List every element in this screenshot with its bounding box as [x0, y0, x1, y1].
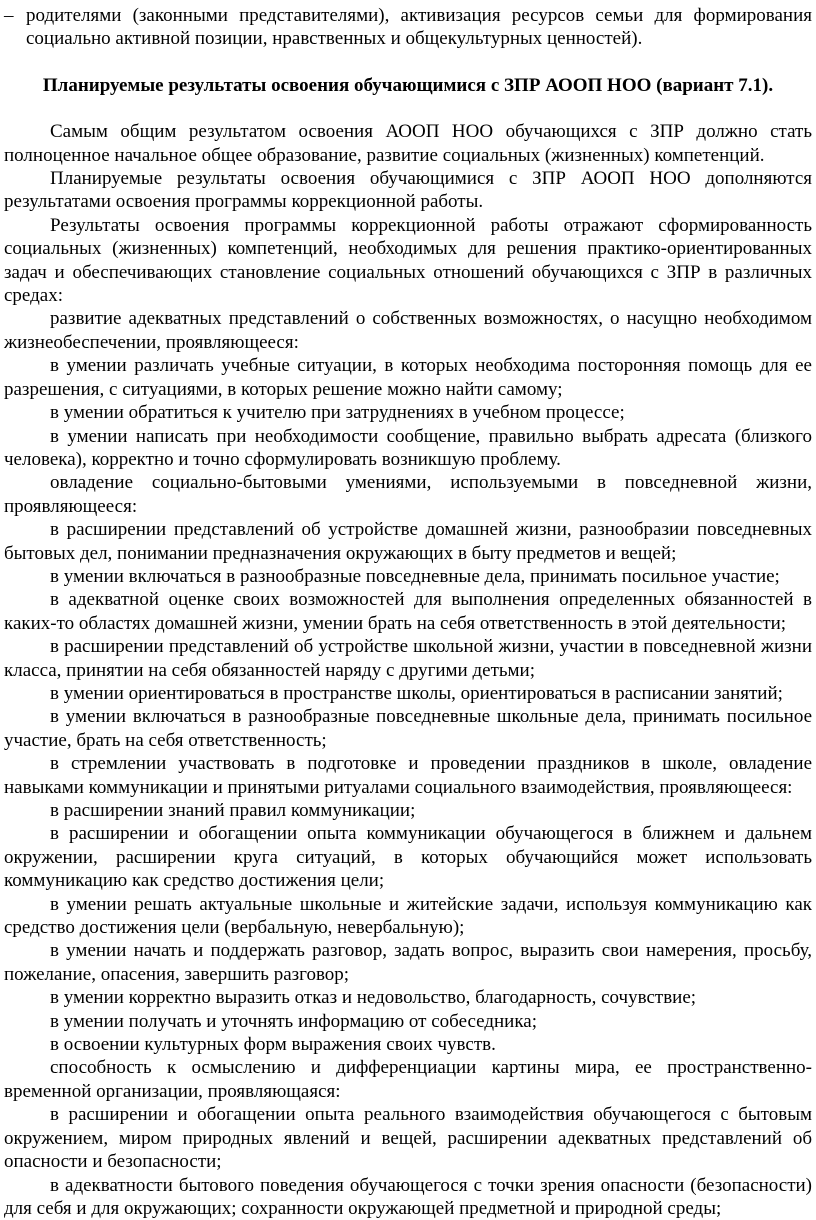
paragraph: в умении получать и уточнять информацию от собеседника;	[4, 1010, 812, 1033]
paragraph: в умении корректно выразить отказ и недовольство, благодарность, сочувствие;	[4, 986, 812, 1009]
paragraph: в расширении знаний правил коммуникации;	[4, 799, 812, 822]
paragraph: Самым общим результатом освоения АООП НОО обучающихся с ЗПР должно стать полноценное начальное общее образование, развитие социальных (жизненных) компетенций.	[4, 120, 812, 167]
paragraph: в освоении культурных форм выражения своих чувств.	[4, 1033, 812, 1056]
paragraph: Планируемые результаты освоения обучающимися с ЗПР АООП НОО дополняются результатами освоения программы коррекционной работы.	[4, 167, 812, 214]
paragraph: в умении включаться в разнообразные повседневные школьные дела, принимать посильное участие, брать на себя ответственность;	[4, 705, 812, 752]
paragraph: в умении решать актуальные школьные и житейские задачи, используя коммуникацию как средство достижения цели (вербальную, невербальную);	[4, 893, 812, 940]
paragraph: в умении написать при необходимости сообщение, правильно выбрать адресата (близкого человека), корректно и точно сформулировать возникшую проблему.	[4, 425, 812, 472]
paragraph: развитие адекватных представлений о собственных возможностях, о насущно необходимом жизнеобеспечении, проявляющееся:	[4, 307, 812, 354]
paragraph: в расширении представлений об устройстве домашней жизни, разнообразии повседневных бытовых дел, понимании предназначения окружающих в быту предметов и вещей;	[4, 518, 812, 565]
paragraph: в умении включаться в разнообразные повседневные дела, принимать посильное участие;	[4, 565, 812, 588]
paragraph: в расширении и обогащении опыта реального взаимодействия обучающегося с бытовым окружением, миром природных явлений и вещей, расширении адекватных представлений об опасности и безопасности;	[4, 1103, 812, 1173]
section-heading: Планируемые результаты освоения обучающимися с ЗПР АООП НОО (вариант 7.1).	[4, 74, 812, 97]
bullet-dash: –	[4, 4, 26, 27]
paragraph: Результаты освоения программы коррекционной работы отражают сформированность социальных (жизненных) компетенций, необходимых для решения практико-ориентированных задач и обеспечивающих становление социальных отношений обучающихся с ЗПР в различных средах:	[4, 214, 812, 308]
paragraph: в адекватной оценке своих возможностей для выполнения определенных обязанностей в каких-то областях домашней жизни, умении брать на себя ответственность в этой деятельности;	[4, 588, 812, 635]
paragraph: в расширении и обогащении опыта коммуникации обучающегося в ближнем и дальнем окружении, расширении круга ситуаций, в которых обучающийся может использовать коммуникацию как средство достижения цели;	[4, 822, 812, 892]
paragraph: в умении обратиться к учителю при затруднениях в учебном процессе;	[4, 401, 812, 424]
intro-bullet	[4, 4, 812, 51]
paragraph: в расширении представлений об устройстве школьной жизни, участии в повседневной жизни класса, принятии на себя обязанностей наряду с другими детьми;	[4, 635, 812, 682]
paragraph: овладение социально-бытовыми умениями, используемыми в повседневной жизни, проявляющееся:	[4, 471, 812, 518]
paragraph: способность к осмыслению и дифференциации картины мира, ее пространственно-временной организации, проявляющаяся:	[4, 1056, 812, 1103]
paragraph: в адекватности бытового поведения обучающегося с точки зрения опасности (безопасности) для себя и для окружающих; сохранности окружающей предметной и природной среды;	[4, 1174, 812, 1220]
intro-bullet-text: родителями (законными представителями), активизация ресурсов семьи для формирования социально активной позиции, нравственных и общекультурных ценностей).	[26, 4, 812, 51]
paragraph: в стремлении участвовать в подготовке и проведении праздников в школе, овладение навыками коммуникации и принятыми ритуалами социального взаимодействия, проявляющееся:	[4, 752, 812, 799]
paragraph: в умении начать и поддержать разговор, задать вопрос, выразить свои намерения, просьбу, пожелание, опасения, завершить разговор;	[4, 939, 812, 986]
paragraph: в умении различать учебные ситуации, в которых необходима посторонняя помощь для ее разрешения, с ситуациями, в которых решение можно найти самому;	[4, 354, 812, 401]
paragraph: в умении ориентироваться в пространстве школы, ориентироваться в расписании занятий;	[4, 682, 812, 705]
